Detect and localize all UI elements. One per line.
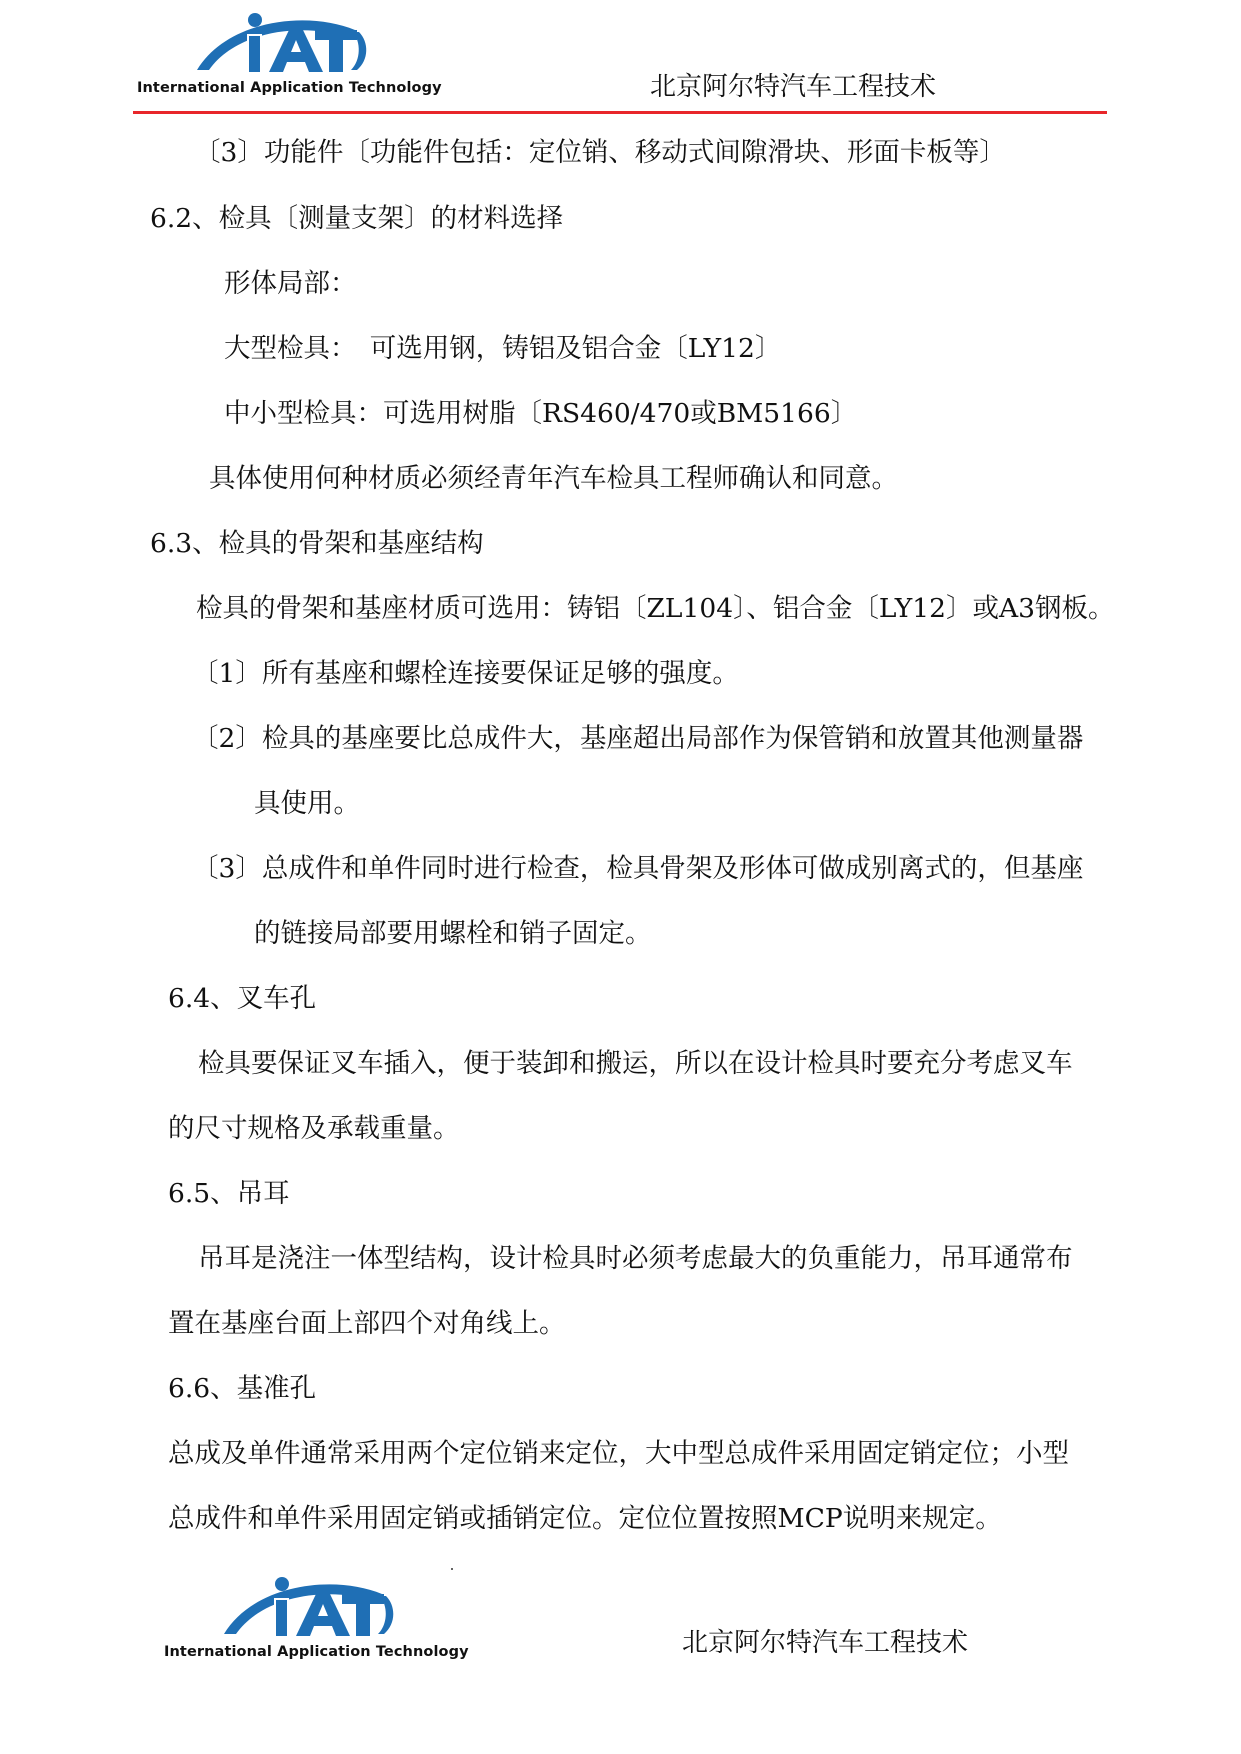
footer-company-name: 北京阿尔特汽车工程技术 — [682, 1628, 969, 1658]
stray-dot — [451, 1568, 453, 1570]
body-line-8: 检具的骨架和基座材质可选用：铸铝〔ZL104〕、铝合金〔LY12〕或A3钢板。 — [196, 593, 1115, 624]
body-line-11: 具使用。 — [254, 788, 360, 819]
header-company-name: 北京阿尔特汽车工程技术 — [650, 72, 937, 102]
header-logo — [137, 12, 442, 102]
header-divider — [133, 111, 1107, 114]
section-heading-6-6: 6.6、基准孔 — [168, 1373, 317, 1404]
body-line-9: 〔1〕所有基座和螺栓连接要保证足够的强度。 — [192, 658, 739, 689]
section-heading-6-2: 6.2、检具〔测量支架〕的材料选择 — [150, 203, 564, 234]
body-line-4: 大型检具： 可选用钢，铸铝及铝合金〔LY12〕 — [224, 333, 782, 364]
body-line-10: 〔2〕检具的基座要比总成件大，基座超出局部作为保管销和放置其他测量器 — [192, 723, 1084, 754]
body-line-18: 吊耳是浇注一体型结构，设计检具时必须考虑最大的负重能力，吊耳通常布 — [198, 1243, 1073, 1274]
body-line-12: 〔3〕总成件和单件同时进行检查，检具骨架及形体可做成别离式的，但基座 — [192, 853, 1084, 884]
body-line-19: 置在基座台面上部四个对角线上。 — [168, 1308, 566, 1339]
header-logo-text: International Application Technology — [137, 80, 442, 96]
footer-logo — [164, 1576, 469, 1666]
body-line-6: 具体使用何种材质必须经青年汽车检具工程师确认和同意。 — [209, 463, 898, 494]
body-line-3: 形体局部： — [224, 268, 357, 299]
body-line-15: 检具要保证叉车插入，便于装卸和搬运，所以在设计检具时要充分考虑叉车 — [198, 1048, 1073, 1079]
section-heading-6-5: 6.5、吊耳 — [168, 1178, 290, 1209]
section-heading-6-4: 6.4、叉车孔 — [168, 983, 317, 1014]
iat-logo-icon — [137, 12, 427, 80]
body-line-22: 总成件和单件采用固定销或插销定位。定位位置按照MCP说明来规定。 — [168, 1503, 1002, 1534]
footer-logo-text: International Application Technology — [164, 1644, 469, 1660]
section-heading-6-3: 6.3、检具的骨架和基座结构 — [150, 528, 484, 559]
body-line-1: 〔3〕功能件〔功能件包括：定位销、移动式间隙滑块、形面卡板等〕 — [194, 137, 1006, 168]
body-line-5: 中小型检具：可选用树脂〔RS460/470或BM5166〕 — [224, 398, 858, 429]
body-line-13: 的链接局部要用螺栓和销子固定。 — [254, 918, 652, 949]
body-line-16: 的尺寸规格及承载重量。 — [168, 1113, 460, 1144]
body-line-21: 总成及单件通常采用两个定位销来定位，大中型总成件采用固定销定位；小型 — [168, 1438, 1069, 1469]
iat-logo-icon — [164, 1576, 454, 1644]
